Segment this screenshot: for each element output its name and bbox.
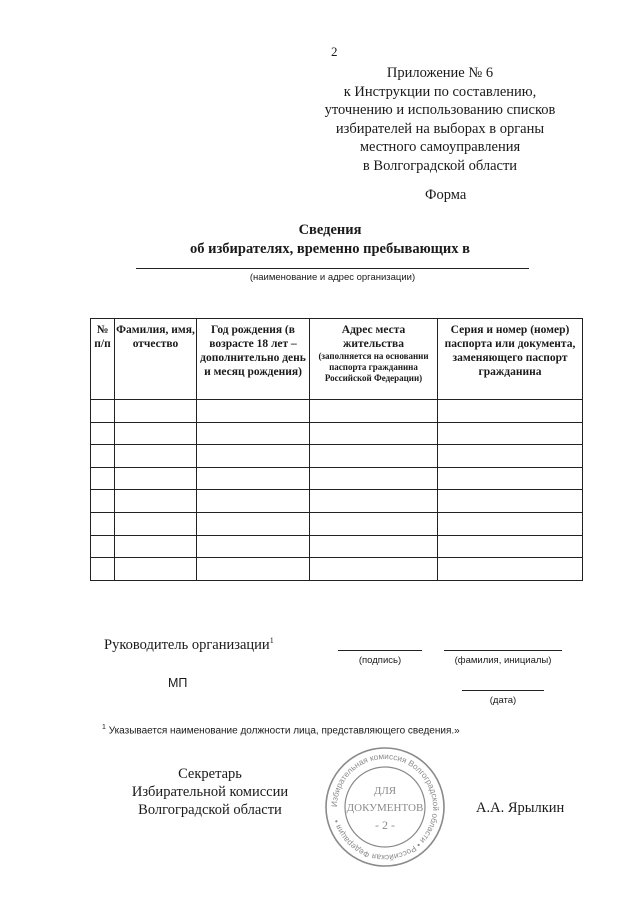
- secretary-line: Избирательной комиссии: [131, 784, 289, 800]
- table-cell: [310, 558, 438, 581]
- voters-table: [90, 318, 583, 581]
- appendix-header: [300, 64, 580, 175]
- table-cell: [115, 535, 197, 558]
- column-header-name: Фамилия, имя, отчество: [115, 319, 197, 400]
- table-cell: [115, 558, 197, 581]
- appendix-line: к Инструкции по составлению,: [343, 83, 537, 100]
- column-header-passport: Серия и номер (номер) паспорта или документа, заменяющего паспорт гражданина: [438, 319, 583, 400]
- table-row: [91, 535, 583, 558]
- organization-caption: (наименование и адрес организации): [249, 272, 416, 283]
- table-cell: [438, 535, 583, 558]
- date-caption: (дата): [489, 695, 517, 706]
- table-cell: [310, 467, 438, 490]
- table-cell: [91, 400, 115, 423]
- table-cell: [115, 445, 197, 468]
- table-cell: [91, 422, 115, 445]
- stamp-ring-text: Избирательная комиссия Волгоградской области • Российская Федерация •: [329, 751, 441, 863]
- table-cell: [197, 490, 310, 513]
- table-cell: [115, 490, 197, 513]
- table-cell: [310, 535, 438, 558]
- table-cell: [115, 467, 197, 490]
- table-cell: [310, 422, 438, 445]
- organization-head-label: Руководитель организации$^1$: [104, 636, 274, 653]
- table-cell: [310, 490, 438, 513]
- table-cell: [310, 512, 438, 535]
- table-cell: [197, 400, 310, 423]
- table-body: [91, 400, 583, 581]
- column-header-address: Адрес места жительства (заполняется на основании паспорта гражданина Российской Федерации): [310, 319, 438, 400]
- appendix-line: в Волгоградской области: [362, 157, 518, 174]
- official-stamp: [324, 746, 446, 868]
- stamp-center-line: ДЛЯ: [373, 785, 397, 797]
- table-row: [91, 558, 583, 581]
- footnote-mark: 1: [269, 636, 274, 645]
- seal-place-label: МП: [168, 676, 188, 690]
- appendix-line: Приложение № 6: [386, 65, 494, 81]
- signature-line: [338, 650, 422, 651]
- table-cell: [438, 467, 583, 490]
- table-cell: [197, 422, 310, 445]
- table-row: [91, 445, 583, 468]
- table-cell: [91, 512, 115, 535]
- table-cell: [197, 445, 310, 468]
- title-line-2: об избирателях, временно пребывающих в: [189, 240, 470, 257]
- secretary-line: Волгоградской области: [138, 802, 282, 818]
- organization-blank-line: [136, 268, 529, 269]
- table-cell: [91, 490, 115, 513]
- column-header-number: № п/п: [91, 319, 115, 400]
- footnote-text: Указывается наименование должности лица, представляющего сведения.»: [108, 725, 460, 737]
- secretary-block: [120, 765, 300, 819]
- signature-caption: (подпись): [358, 655, 402, 666]
- name-caption: (фамилия, инициалы): [454, 655, 552, 666]
- date-line: [462, 690, 544, 691]
- name-line: [444, 650, 562, 651]
- page-number: 2: [331, 44, 338, 59]
- column-header-birth-year: Год рождения (в возрасте 18 лет – дополнительно день и месяц рождения): [197, 319, 310, 400]
- secretary-line: Секретарь: [178, 766, 242, 782]
- table-row: [91, 512, 583, 535]
- secretary-name: А.А. Ярылкин: [476, 800, 565, 816]
- table-cell: [197, 467, 310, 490]
- table-cell: [115, 400, 197, 423]
- table-cell: [91, 467, 115, 490]
- table-cell: [438, 490, 583, 513]
- table-cell: [197, 512, 310, 535]
- table-cell: [438, 558, 583, 581]
- table-cell: [438, 445, 583, 468]
- table-cell: [197, 558, 310, 581]
- stamp-center-line: - 2 -: [375, 818, 395, 832]
- appendix-line: уточнению и использованию списков: [324, 102, 556, 118]
- table-cell: [438, 422, 583, 445]
- appendix-line: избирателей на выборах в органы: [335, 120, 545, 137]
- table-cell: [438, 512, 583, 535]
- table-cell: [197, 535, 310, 558]
- table-row: [91, 422, 583, 445]
- stamp-center-line: ДОКУМЕНТОВ: [346, 802, 424, 814]
- footnote-mark: 1: [102, 724, 106, 731]
- footnote: [102, 724, 460, 736]
- table-cell: [115, 422, 197, 445]
- column-header-address-note: (заполняется на основании паспорта гражданина Российской Федерации): [318, 351, 429, 383]
- form-label: Форма: [425, 187, 467, 203]
- document-title: [150, 221, 510, 258]
- table-cell: [91, 558, 115, 581]
- table-row: [91, 400, 583, 423]
- table-header-row: [91, 319, 583, 400]
- table-row: [91, 467, 583, 490]
- table-cell: [91, 445, 115, 468]
- table-cell: [91, 535, 115, 558]
- appendix-line: местного самоуправления: [359, 139, 521, 155]
- table-cell: [115, 512, 197, 535]
- table-cell: [438, 400, 583, 423]
- table-cell: [310, 400, 438, 423]
- table-row: [91, 490, 583, 513]
- table-cell: [310, 445, 438, 468]
- title-line-1: Сведения: [298, 222, 362, 238]
